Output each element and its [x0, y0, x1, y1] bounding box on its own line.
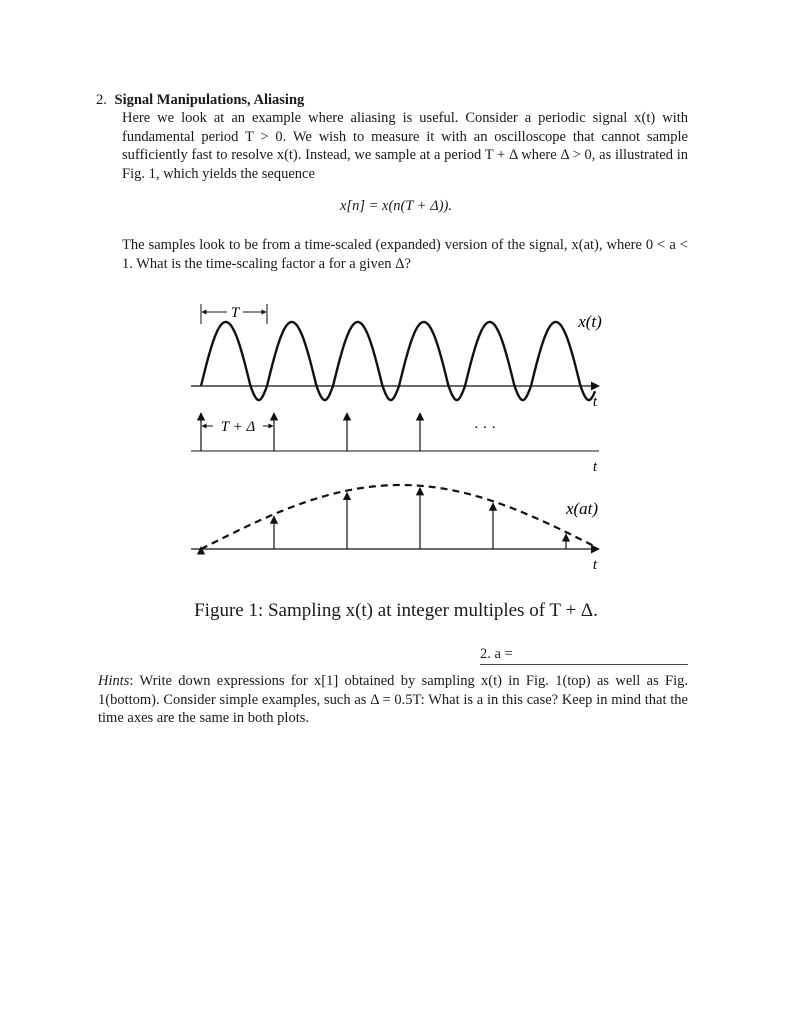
answer-label: 2. a = — [480, 646, 513, 662]
xat-label: x(at) — [565, 499, 599, 518]
problem-heading — [96, 91, 304, 109]
sampling-equation: x[n] = x(n(T + Δ)). — [340, 198, 452, 214]
bottom-axis-t-label: t — [592, 557, 598, 573]
problem-title: Signal Manipulations, Aliasing — [114, 92, 305, 108]
figure-1 — [185, 296, 615, 578]
top-plot — [191, 304, 602, 410]
paragraph-question: The samples look to be from a time-scaled (expanded) version of the signal, x(at), where 0 < a < 1. What is the time-scaling factor a for a given Δ? — [122, 237, 688, 272]
middle-plot — [191, 413, 599, 475]
paragraph-intro: Here we look at an example where aliasing is useful. Consider a periodic signal x(t) with fundamental period T > 0. We wish to measure it with an oscilloscope that cannot sample sufficiently fast to resolve x(t). Instead, we sample at a period T + Δ where Δ > 0, as illustrated in Fig. 1, which yields the sequence — [122, 110, 688, 182]
period-t-label: T — [230, 305, 240, 321]
hints-paragraph — [98, 672, 688, 728]
top-axis-t-label: t — [592, 394, 598, 410]
xt-label: x(t) — [578, 312, 602, 331]
sample-markers — [201, 488, 566, 549]
answer-field[interactable] — [480, 646, 688, 665]
hints-text: : Write down expressions for x[1] obtained by sampling x(t) in Fig. 1(top) as well as Fig. 1(bottom). Consider simple examples, such as Δ = 0.5T: What is a in this case? Keep in mind that the time axes are the same in both plots. — [98, 673, 688, 726]
xt-waveform — [201, 322, 595, 400]
xat-waveform — [201, 485, 593, 549]
ellipsis: · · · — [473, 420, 497, 436]
hints-label: Hints — [98, 673, 130, 689]
figure-caption: Figure 1: Sampling x(t) at integer multiples of T + Δ. — [194, 600, 598, 621]
problem-number: 2. — [96, 92, 107, 108]
middle-axis-t-label: t — [592, 459, 598, 475]
tdelta-label: T + Δ — [220, 419, 256, 435]
bottom-plot — [191, 485, 599, 573]
